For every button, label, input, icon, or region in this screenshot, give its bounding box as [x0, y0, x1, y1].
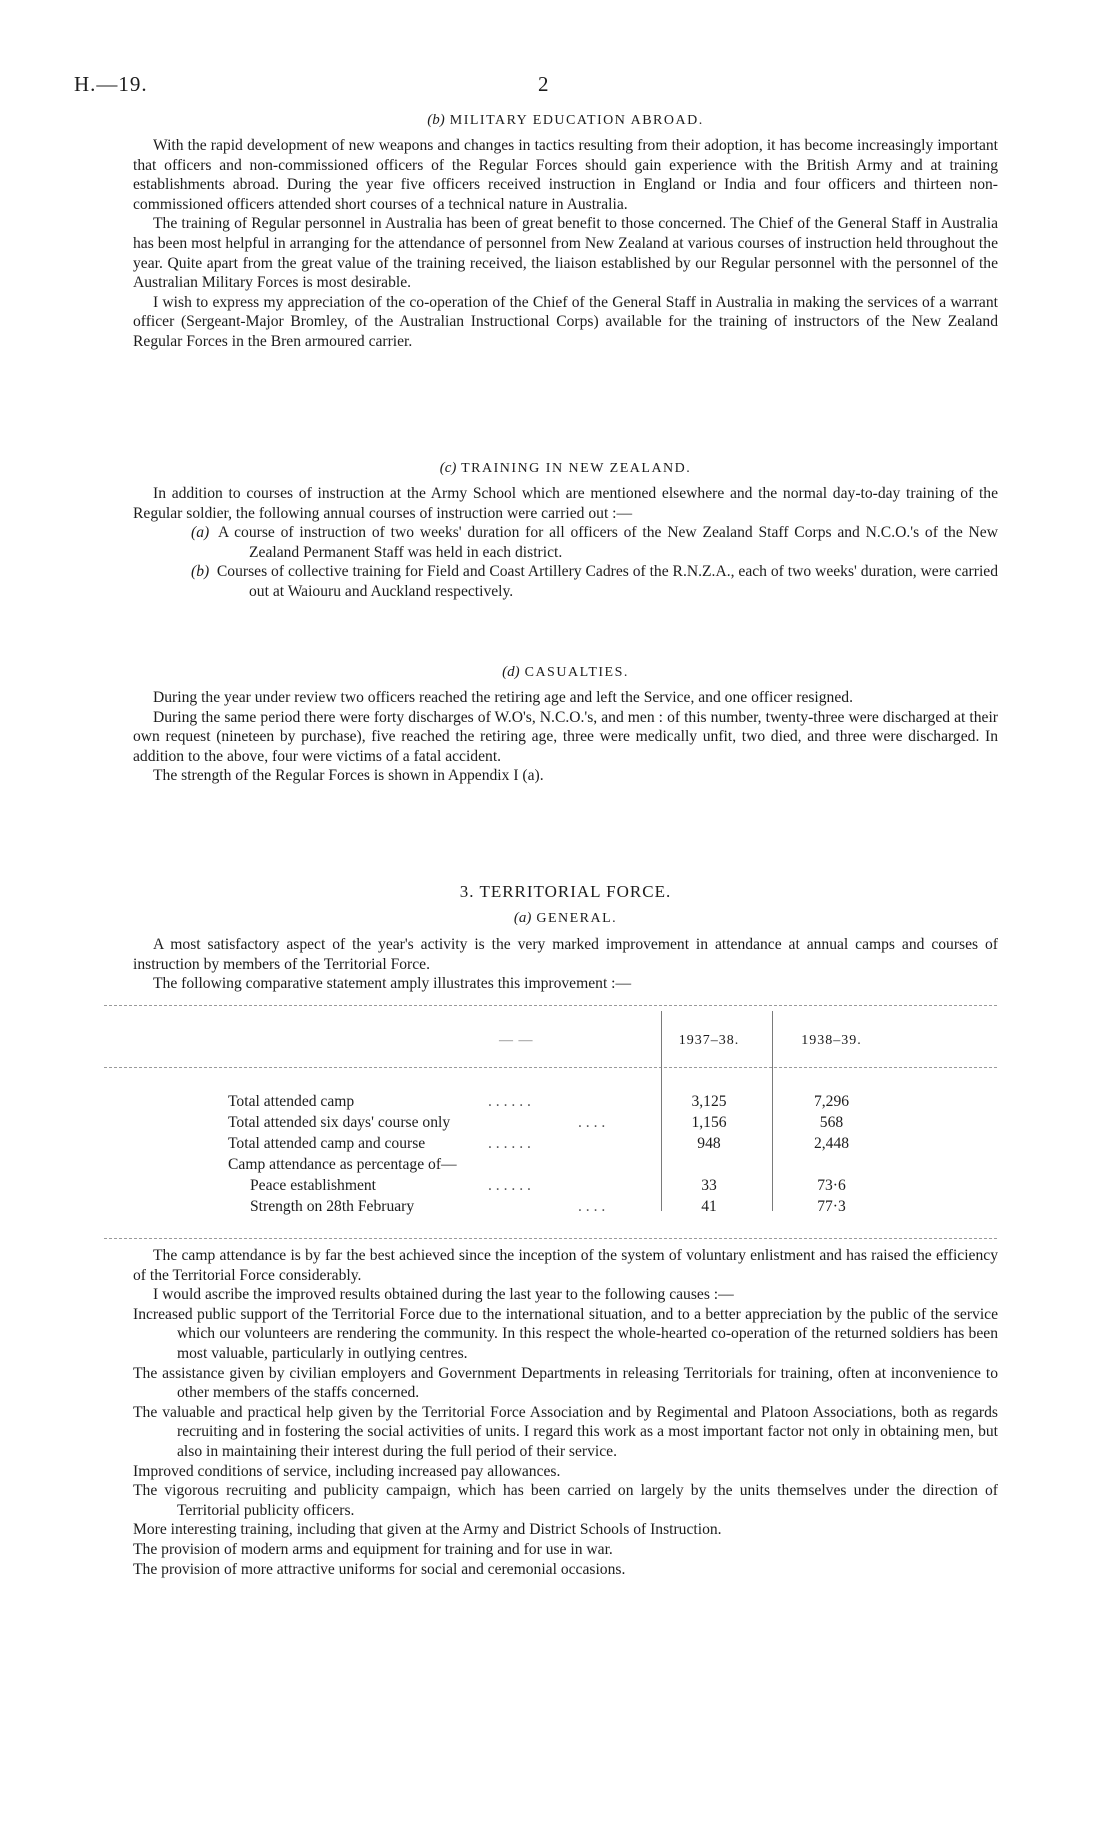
paragraph: The following comparative statement amply illustrates this improvement :— [153, 975, 632, 993]
causes-section [133, 1246, 998, 1579]
section-b [133, 110, 998, 352]
list-item: The vigorous recruiting and publicity campaign, which has been carried on largely by the units themselves under the direction of Territorial publicity officers. [133, 1482, 998, 1519]
paragraph: During the year under review two officers reached the retiring age and left the Service, and one officer resigned. [153, 689, 853, 706]
list-item: More interesting training, including that given at the Army and District Schools of Instruction. [133, 1521, 722, 1539]
list-item: Improved conditions of service, including increased pay allowances. [133, 1462, 561, 1480]
table-row: Strength on 28th February . . . . 41 77·3 [250, 1198, 846, 1215]
report-reference: H.—19. [74, 72, 148, 96]
table-row: Total attended camp and course . . . . . . 948 2,448 [228, 1135, 850, 1152]
table-header-1938: 1938–39. [801, 1033, 862, 1048]
section-heading: (c) TRAINING IN NEW ZEALAND. [439, 460, 692, 476]
paragraph: The camp attendance is by far the best achieved since the inception of the system of voluntary enlistment and has raised the efficiency of the Territorial Force considerably. [133, 1247, 998, 1284]
paragraph: A most satisfactory aspect of the year's activity is the very marked improvement in attendance at annual camps and courses of instruction by members of the Territorial Force. [133, 936, 998, 973]
list-item: The valuable and practical help given by the Territorial Force Association and by Regimental and Platoon Associations, both as regards recruiting and in fostering the social activities of units. I regard this work as a most important factor not only in obtaining men, but also in maintaining their interest during the full period of their service. [133, 1403, 998, 1460]
table-header-1937: 1937–38. [678, 1033, 740, 1048]
section-d [133, 662, 998, 786]
paragraph: The strength of the Regular Forces is shown in Appendix I (a). [153, 767, 544, 785]
course-list [191, 523, 998, 601]
section-heading: (d) CASUALTIES. [502, 664, 629, 680]
subsection-heading: (a) GENERAL. [513, 910, 618, 926]
table-row: Total attended camp . . . . . . 3,125 7,296 [228, 1093, 850, 1110]
table-top-rule [104, 1005, 997, 1006]
list-item: The provision of modern arms and equipment for training and for use in war. [133, 1540, 613, 1558]
paragraph: With the rapid development of new weapons and changes in tactics resulting from their adoption, it has become increasingly important that officers and non-commissioned officers of the Regular Forces should gain experience with the British Army and at training establishments abroad. During the year five officers received instruction in England or India and four officers and thirteen non-commissioned officers attended short courses of a technical nature in Australia. [133, 137, 998, 213]
list-item: (b) Courses of collective training for Field and Coast Artillery Cadres of the R.N.Z.A., each of two weeks' duration, were carried out at Waiouru and Auckland respectively. [191, 563, 998, 600]
paragraph: I wish to express my appreciation of the co-operation of the Chief of the General Staff in Australia in making the services of a warrant officer (Sergeant-Major Bromley, of the Australian Instructional Corps) available for the training of instructors of the New Zealand Regular Forces in the Bren armoured carrier. [133, 293, 998, 350]
paragraph: In addition to courses of instruction at the Army School which are mentioned elsewhere and the normal day-to-day training of the Regular soldier, the following annual courses of instruction were carried out :— [133, 485, 998, 522]
list-item: The assistance given by civilian employers and Government Departments in releasing Territorials for training, often at inconvenience to other members of the staffs concerned. [133, 1364, 998, 1402]
section-3 [133, 882, 998, 994]
table-row: Total attended six days' course only . . . . 1,156 568 [228, 1114, 844, 1131]
list-item: (a) A course of instruction of two weeks' duration for all officers of the New Zealand Staff Corps and N.C.O.'s of the New Zealand Permanent Staff was held in each district. [191, 524, 998, 561]
section-heading: (b) MILITARY EDUCATION ABROAD. [427, 112, 704, 128]
section-c [133, 458, 998, 602]
table-row: Camp attendance as percentage of— [228, 1156, 457, 1173]
page-number: 2 [538, 72, 549, 96]
table-bottom-rule [104, 1238, 997, 1239]
paragraph: I would ascribe the improved results obtained during the last year to the following causes :— [153, 1286, 734, 1304]
table-header-rule [104, 1067, 997, 1068]
causes-list [73, 1305, 998, 1579]
section-title: 3. TERRITORIAL FORCE. [459, 882, 672, 901]
paragraph: During the same period there were forty discharges of W.O's, N.C.O.'s, and men : of this number, twenty-three were discharged at their own request (nineteen by purchase), five reached the retiring age, three were medically unfit, two died, and three were discharged. In addition to the above, four were victims of a fatal accident. [133, 708, 998, 765]
table-row: Peace establishment . . . . . . 33 73·6 [250, 1177, 846, 1194]
list-item: The provision of more attractive uniforms for social and ceremonial occasions. [133, 1560, 626, 1578]
list-item: Increased public support of the Territorial Force due to the international situation, and to a better appreciation by the public of the service which our volunteers are rendering the community. In this respect the whole-hearted co-operation of the returned soldiers has been most valuable, particularly in outlying centres. [133, 1305, 998, 1362]
paragraph: The training of Regular personnel in Australia has been of great benefit to those concerned. The Chief of the General Staff in Australia has been most helpful in arranging for the attendance of personnel from New Zealand at various courses of instruction held throughout the year. Quite apart from the great value of the training received, the liaison established by our Regular personnel with the personnel of the Australian Military Forces is most desirable. [133, 215, 998, 292]
table-stub-header: — — [499, 1033, 534, 1048]
